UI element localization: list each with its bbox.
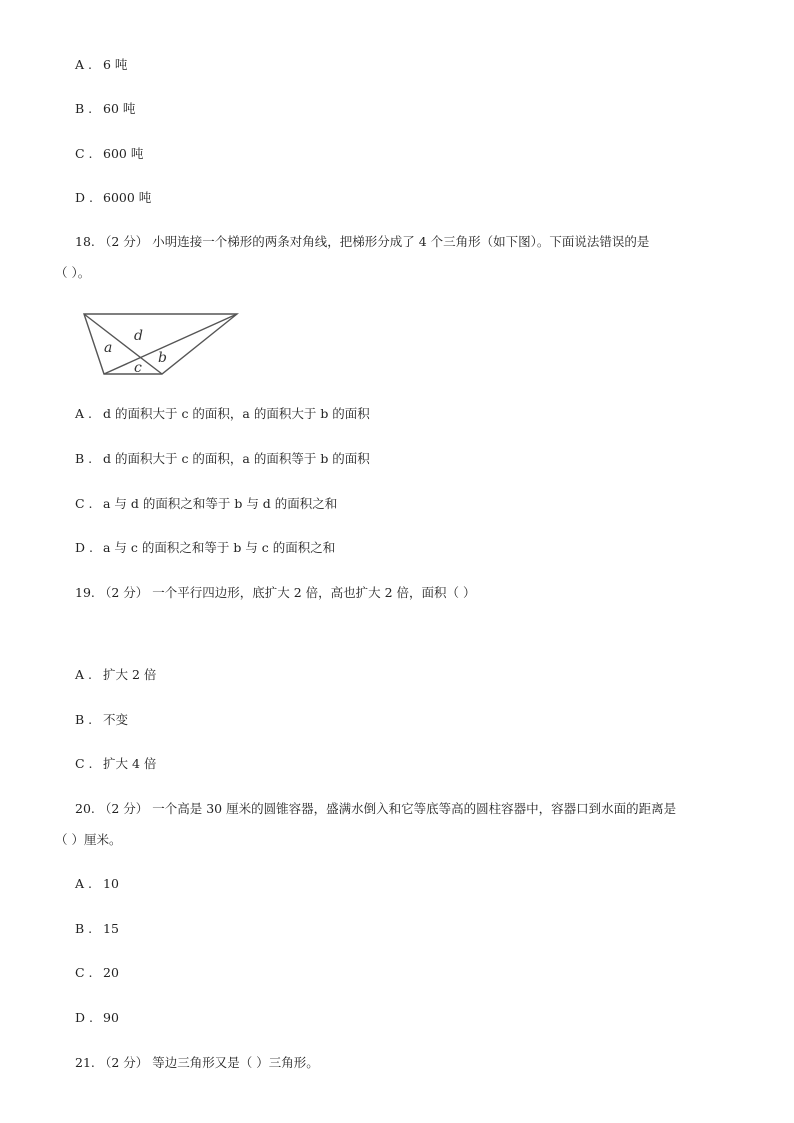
- trapezoid-diagram: [82, 310, 242, 380]
- option-letter: A .: [75, 406, 92, 421]
- q17-option-a: [75, 57, 127, 73]
- option-letter: B .: [75, 921, 93, 936]
- option-letter: B .: [75, 451, 93, 466]
- option-text: 6000 吨: [103, 190, 152, 205]
- q19-option-c: [75, 756, 156, 772]
- label-d: d: [134, 328, 143, 344]
- label-c: c: [134, 360, 142, 376]
- q18-option-a: [75, 406, 370, 422]
- option-letter: D .: [75, 540, 93, 555]
- option-text: a 与 d 的面积之和等于 b 与 d 的面积之和: [103, 496, 338, 511]
- option-text: 扩大 2 倍: [103, 667, 157, 682]
- option-text: 6 吨: [103, 57, 128, 72]
- q17-option-c: [75, 146, 143, 162]
- q19-option-a: [75, 667, 156, 683]
- option-letter: C .: [75, 965, 93, 980]
- option-text: 90: [103, 1010, 119, 1025]
- q17-option-d: [75, 190, 151, 206]
- q20-option-d: [75, 1010, 119, 1026]
- option-text: d 的面积大于 c 的面积，a 的面积等于 b 的面积: [103, 451, 370, 466]
- label-a: a: [104, 340, 113, 356]
- option-text: 60 吨: [103, 101, 136, 116]
- q20-option-b: [75, 921, 119, 937]
- q18-stem-line2: （ ）。: [55, 265, 91, 280]
- option-text: 10: [103, 876, 119, 891]
- option-text: a 与 c 的面积之和等于 b 与 c 的面积之和: [103, 540, 336, 555]
- option-letter: A .: [75, 876, 92, 891]
- q18-option-c: [75, 496, 337, 512]
- q18-stem-line1: 18. （2 分） 小明连接一个梯形的两条对角线，把梯形分成了 4 个三角形（如下图）。下面说法错误的是: [75, 234, 650, 249]
- q19-option-b: [75, 712, 128, 728]
- option-text: 600 吨: [103, 146, 144, 161]
- q19-stem: 19. （2 分） 一个平行四边形，底扩大 2 倍，高也扩大 2 倍，面积（ ）: [75, 585, 476, 600]
- option-text: 扩大 4 倍: [103, 756, 157, 771]
- option-letter: C .: [75, 496, 93, 511]
- option-text: 15: [103, 921, 119, 936]
- label-b: b: [158, 350, 167, 366]
- option-letter: A .: [75, 667, 92, 682]
- option-text: 20: [103, 965, 119, 980]
- option-letter: C .: [75, 756, 93, 771]
- option-text: 不变: [103, 712, 129, 727]
- option-letter: B .: [75, 101, 93, 116]
- option-letter: B .: [75, 712, 93, 727]
- q20-option-c: [75, 965, 119, 981]
- q20-option-a: [75, 876, 119, 892]
- q20-stem-line1: 20. （2 分） 一个高是 30 厘米的圆锥容器，盛满水倒入和它等底等高的圆柱容器中，容器口到水面的距离是: [75, 801, 677, 816]
- option-letter: A .: [75, 57, 92, 72]
- option-letter: D .: [75, 190, 93, 205]
- option-text: d 的面积大于 c 的面积，a 的面积大于 b 的面积: [103, 406, 370, 421]
- q18-option-b: [75, 451, 370, 467]
- option-letter: C .: [75, 146, 93, 161]
- trapezoid-figure: [82, 310, 242, 380]
- q21-stem: 21. （2 分） 等边三角形又是（ ）三角形。: [75, 1055, 319, 1070]
- q17-option-b: [75, 101, 135, 117]
- q20-stem-line2: （ ）厘米。: [55, 832, 122, 847]
- q18-option-d: [75, 540, 335, 556]
- option-letter: D .: [75, 1010, 93, 1025]
